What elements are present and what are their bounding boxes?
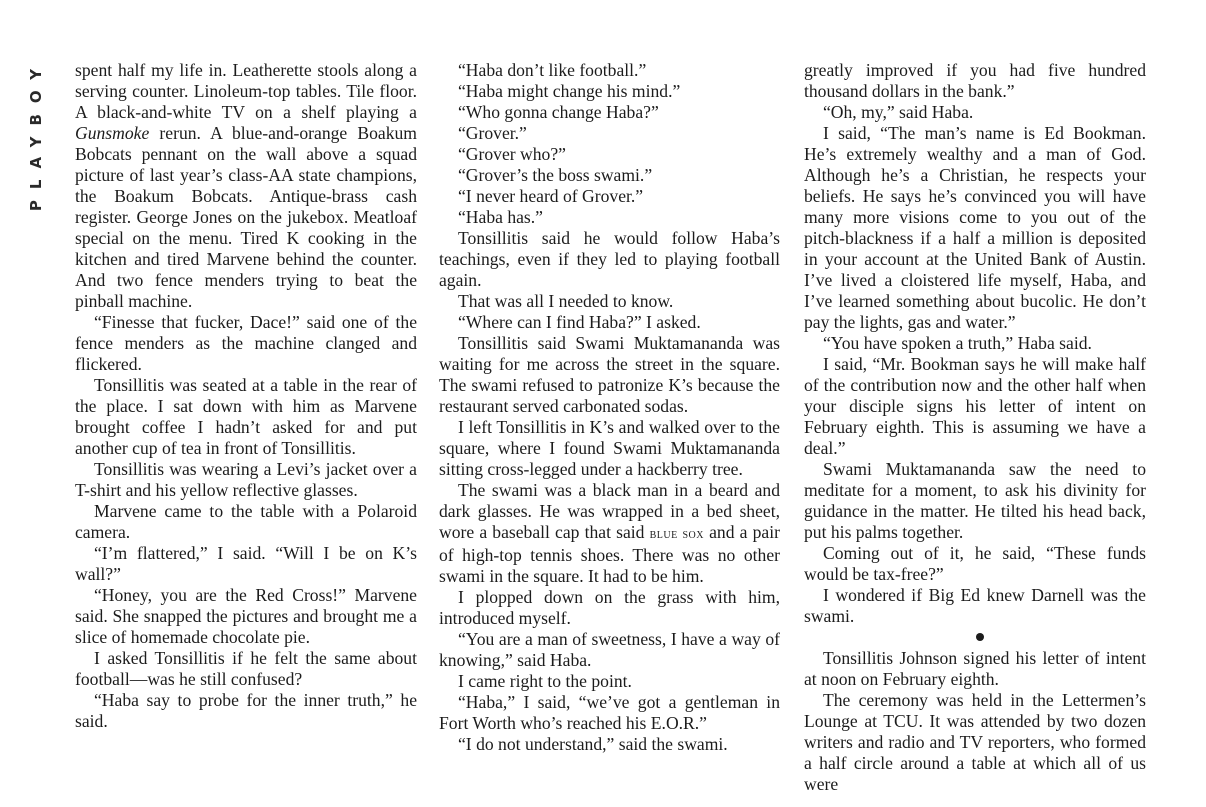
column-3 (804, 60, 1146, 795)
paragraph: “Grover’s the boss swami.” (458, 165, 653, 185)
paragraph: “Grover.” (458, 123, 527, 143)
paragraph: I asked Tonsillitis if he felt the same about football—was he still confused? (75, 648, 417, 689)
paragraph: “I do not understand,” said the swami. (458, 734, 728, 754)
paragraph: “Haba has.” (458, 207, 543, 227)
paragraph: “Haba say to probe for the inner truth,” he said. (75, 690, 417, 731)
paragraph: I came right to the point. (458, 671, 632, 691)
paragraph: “Haba,” I said, “we’ve got a gentleman in Fort Worth who’s reached his E.O.R.” (439, 692, 780, 733)
paragraph: Tonsillitis was seated at a table in the rear of the place. I sat down with him as Marvene brought coffee I hadn’t asked for and put another cup of tea in front of Tonsillitis. (75, 375, 417, 458)
small-caps-text: blue sox (649, 527, 704, 542)
column-1 (75, 60, 417, 732)
column-2 (439, 60, 780, 755)
paragraph: Marvene came to the table with a Polaroid camera. (75, 501, 417, 542)
paragraph: “You have spoken a truth,” Haba said. (823, 333, 1092, 353)
paragraph: Tonsillitis Johnson signed his letter of intent at noon on February eighth. (804, 648, 1146, 689)
paragraph: “Haba don’t like football.” (458, 60, 647, 80)
paragraph: “I never heard of Grover.” (458, 186, 644, 206)
paragraph: “Where can I find Haba?” I asked. (458, 312, 701, 332)
paragraph: I left Tonsillitis in K’s and walked over to the square, where I found Swami Muktamananda sitting cross-legged under a hackberry tree. (439, 417, 780, 479)
paragraph: That was all I needed to know. (458, 291, 674, 311)
paragraph: Tonsillitis said Swami Muktamananda was waiting for me across the street in the square. The swami refused to patronize K’s because the restaurant served carbonated sodas. (439, 333, 780, 416)
paragraph: “You are a man of sweetness, I have a way of knowing,” said Haba. (439, 629, 780, 670)
paragraph: “I’m flattered,” I said. “Will I be on K’s wall?” (75, 543, 417, 584)
italic-title: Gunsmoke (75, 123, 150, 143)
paragraph: spent half my life in. Leatherette stools along a serving counter. Linoleum-top tables. Tile floor. A black-and-white TV on a shelf playing a Gunsmoke rerun. A blue-and-orange Boakum Bobcats pennant on the wall above a squad picture of last year’s class-AA state champions, the Boakum Bobcats. Antique-brass cash register. George Jones on the jukebox. Meatloaf special on the menu. Tired K cooking in the kitchen and tired Marvene behind the counter. And two fence menders trying to beat the pinball machine. (75, 60, 417, 311)
paragraph: The ceremony was held in the Lettermen’s Lounge at TCU. It was attended by two dozen writers and radio and TV reporters, who formed a half circle around a table at which all of us were (804, 690, 1146, 794)
paragraph: “Who gonna change Haba?” (458, 102, 659, 122)
paragraph: I wondered if Big Ed knew Darnell was the swami. (804, 585, 1146, 626)
section-break-bullet-icon (804, 627, 1146, 648)
paragraph: Swami Muktamananda saw the need to meditate for a moment, to ask his divinity for guidance in the matter. He tilted his head back, put his palms together. (804, 459, 1146, 542)
paragraph: “Haba might change his mind.” (458, 81, 681, 101)
paragraph: I plopped down on the grass with him, introduced myself. (439, 587, 780, 628)
paragraph: I said, “Mr. Bookman says he will make half of the contribution now and the other half when your disciple signs his letter of intent on February eighth. This is assuming we have a deal.” (804, 354, 1146, 458)
paragraph: “Oh, my,” said Haba. (823, 102, 974, 122)
paragraph: “Honey, you are the Red Cross!” Marvene said. She snapped the pictures and brought me a slice of homemade chocolate pie. (75, 585, 417, 647)
running-head: PLAYBOY (27, 58, 45, 212)
paragraph: Coming out of it, he said, “These funds would be tax-free?” (804, 543, 1146, 584)
paragraph: The swami was a black man in a beard and dark glasses. He was wrapped in a bed sheet, wore a baseball cap that said blue sox and a pair of high-top tennis shoes. There was no other swami in the square. It had to be him. (439, 480, 780, 586)
paragraph: “Finesse that fucker, Dace!” said one of the fence menders as the machine clanged and flickered. (75, 312, 417, 374)
paragraph: Tonsillitis said he would follow Haba’s teachings, even if they led to playing football again. (439, 228, 780, 290)
paragraph: “Grover who?” (458, 144, 566, 164)
paragraph: Tonsillitis was wearing a Levi’s jacket over a T-shirt and his yellow reflective glasses. (75, 459, 417, 500)
paragraph: I said, “The man’s name is Ed Bookman. He’s extremely wealthy and a man of God. Although he’s a Christian, he respects your beliefs. He says he’s convinced you will have many more visions come to you out of the pitch-blackness if a half a million is deposited in your account at the United Bank of Austin. I’ve lived a cloistered life myself, Haba, and I’ve learned something about bucolic. He don’t pay the lights, gas and water.” (804, 123, 1146, 332)
paragraph: greatly improved if you had five hundred thousand dollars in the bank.” (804, 60, 1146, 101)
